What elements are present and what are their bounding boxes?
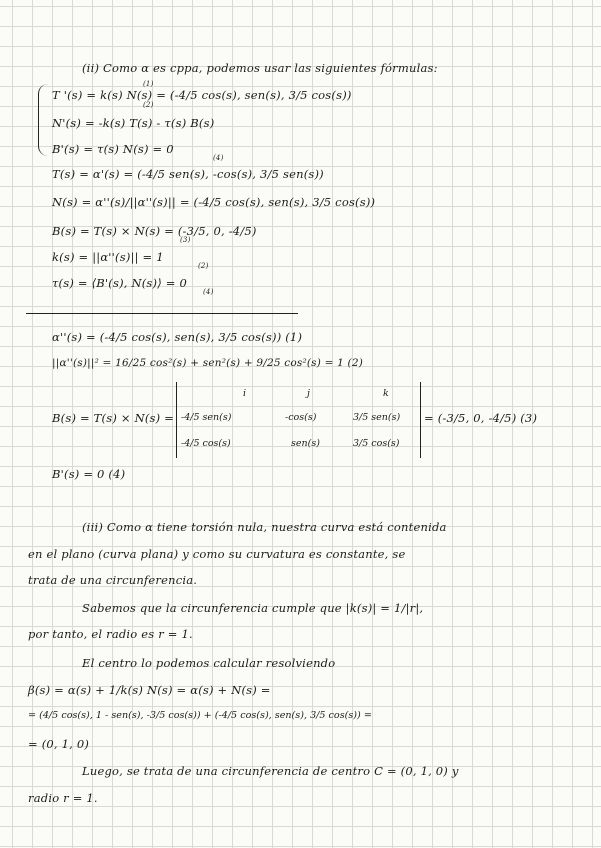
det-row1-col1: -4/5 sen(s)	[181, 412, 232, 423]
result-binormal: B(s) = T(s) × N(s) = (-3/5, 0, -4/5)	[52, 224, 257, 238]
result-normal: N(s) = α''(s)/||α''(s)|| = (-4/5 cos(s), sen(s), 3/5 cos(s))	[52, 195, 376, 209]
part-iii-line-6: El centro lo podemos calcular resolviendo	[82, 656, 336, 670]
result-curvature: k(s) = ||α''(s)|| = 1	[52, 250, 164, 264]
result-tangent: T(s) = α'(s) = (-4/5 sen(s), -cos(s), 3/5 sen(s))	[52, 167, 324, 181]
norm-squared-line: ||α''(s)||² = 16/25 cos²(s) + sen²(s) + 9/25 cos²(s) = 1 (2)	[52, 357, 364, 369]
part-iii-line-10: Luego, se trata de una circunferencia de centro C = (0, 1, 0) y	[82, 764, 459, 778]
part-iii-line-2: en el plano (curva plana) y como su curvatura es constante, se	[28, 547, 406, 561]
ref-mark-3: (4)	[213, 154, 224, 162]
ref-mark-1: (1)	[143, 80, 154, 88]
system-brace	[38, 84, 49, 156]
ref-mark-6: (4)	[203, 288, 214, 296]
part-iii-line-7: β(s) = α(s) + 1/k(s) N(s) = α(s) + N(s) =	[28, 683, 271, 697]
determinant-result: = (-3/5, 0, -4/5) (3)	[424, 411, 538, 425]
part-iii-line-3: trata de una circunferencia.	[28, 573, 198, 587]
part-iii-line-8: = (4/5 cos(s), 1 - sen(s), -3/5 cos(s)) + (-4/5 cos(s), sen(s), 3/5 cos(s)) =	[28, 710, 372, 721]
det-row2-col2: sen(s)	[291, 438, 320, 449]
part-iii-line-9: = (0, 1, 0)	[28, 737, 90, 751]
result-torsion: τ(s) = ⟨B'(s), N(s)⟩ = 0	[52, 276, 187, 290]
ref-mark-5: (2)	[198, 262, 209, 270]
part-iii-line-4: Sabemos que la circunferencia cumple que |k(s)| = 1/|r|,	[82, 601, 424, 615]
det-header-i: i	[243, 388, 247, 399]
det-row2-col1: -4/5 cos(s)	[181, 438, 231, 449]
frenet-eq-1: T '(s) = k(s) N(s) = (-4/5 cos(s), sen(s), 3/5 cos(s))	[52, 88, 352, 102]
det-row1-col3: 3/5 sen(s)	[353, 412, 401, 423]
part-iii-line-5: por tanto, el radio es r = 1.	[28, 627, 193, 641]
part-iii-line-11: radio r = 1.	[28, 791, 98, 805]
binormal-derivative-line: B'(s) = 0 (4)	[52, 467, 126, 481]
determinant-matrix	[176, 382, 421, 458]
separator-line	[26, 313, 298, 314]
ref-mark-2: (2)	[143, 101, 154, 109]
ref-mark-4: (3)	[180, 236, 191, 244]
part-ii-intro: (ii) Como α es cppa, podemos usar las siguientes fórmulas:	[82, 61, 438, 75]
determinant-prefix: B(s) = T(s) × N(s) =	[52, 411, 174, 425]
second-derivative-line: α''(s) = (-4/5 cos(s), sen(s), 3/5 cos(s)) (1)	[52, 330, 303, 344]
det-row1-col2: -cos(s)	[285, 412, 317, 423]
part-iii-line-1: (iii) Como α tiene torsión nula, nuestra curva está contenida	[82, 520, 447, 534]
frenet-eq-2: N'(s) = -k(s) T(s) - τ(s) B(s)	[52, 116, 215, 130]
det-header-k: k	[383, 388, 389, 399]
det-header-j: j	[307, 388, 310, 399]
det-row2-col3: 3/5 cos(s)	[353, 438, 400, 449]
frenet-eq-3: B'(s) = τ(s) N(s) = 0	[52, 142, 174, 156]
